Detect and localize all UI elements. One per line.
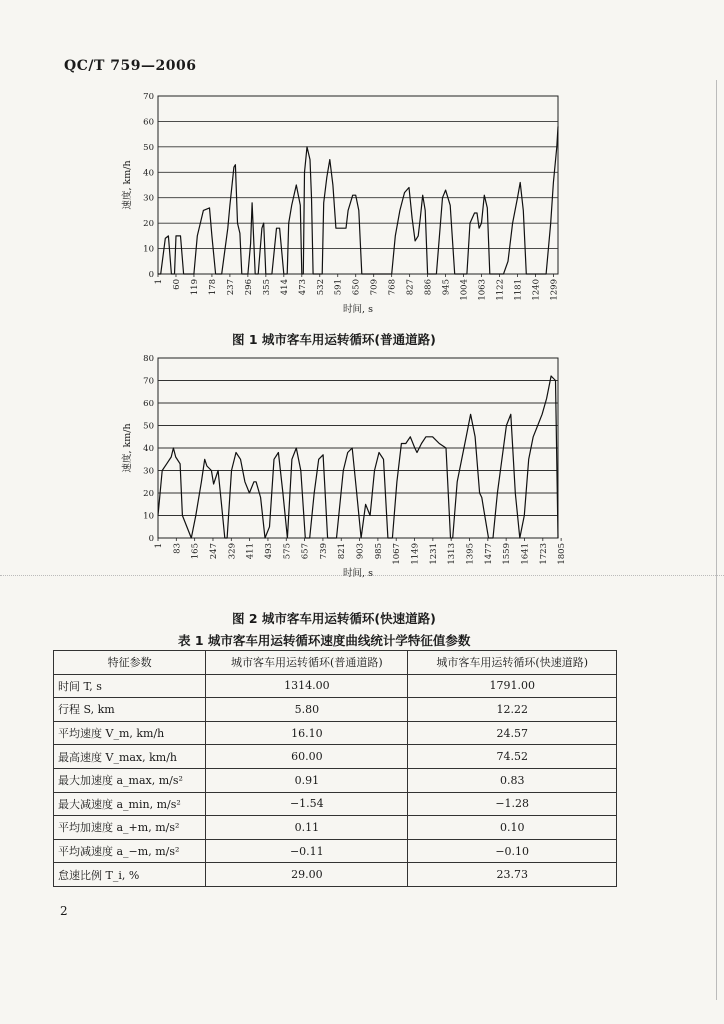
figure2-caption: 图 2 城市客车用运转循环(快速道路) bbox=[232, 611, 436, 626]
row-label: 平均速度 V_m, km/h bbox=[54, 721, 206, 745]
table1-caption: 表 1 城市客车用运转循环速度曲线统计学特征值参数 bbox=[178, 633, 471, 648]
x-axis-label: 时间, s bbox=[343, 568, 373, 579]
row-value-normal: 5.80 bbox=[206, 698, 408, 722]
x-tick-label: 827 bbox=[405, 279, 416, 296]
x-tick-label: 60 bbox=[171, 279, 182, 290]
row-value-express: −1.28 bbox=[408, 792, 617, 816]
row-value-normal: 60.00 bbox=[206, 745, 408, 769]
x-tick-label: 575 bbox=[282, 543, 293, 560]
x-tick-label: 945 bbox=[441, 279, 452, 296]
row-value-normal: −0.11 bbox=[206, 839, 408, 863]
row-value-express: 0.83 bbox=[408, 768, 617, 792]
row-label: 行程 S, km bbox=[54, 698, 206, 722]
x-tick-label: 119 bbox=[189, 279, 200, 296]
x-tick-label: 1477 bbox=[483, 543, 494, 565]
x-tick-label: 1299 bbox=[549, 279, 560, 301]
table-row bbox=[54, 839, 617, 863]
y-tick-label: 70 bbox=[143, 376, 154, 387]
row-value-normal: 29.00 bbox=[206, 863, 408, 887]
x-tick-label: 411 bbox=[245, 543, 256, 560]
x-tick-label: 493 bbox=[263, 543, 274, 560]
y-tick-label: 30 bbox=[143, 466, 154, 477]
speed-series-line bbox=[158, 376, 558, 538]
x-axis-label: 时间, s bbox=[343, 304, 373, 315]
x-tick-label: 591 bbox=[333, 279, 344, 296]
row-value-normal: 0.91 bbox=[206, 768, 408, 792]
header-normal-road: 城市客车用运转循环(普通道路) bbox=[206, 651, 408, 675]
x-tick-label: 532 bbox=[315, 279, 326, 296]
y-tick-label: 60 bbox=[143, 117, 154, 128]
x-tick-label: 650 bbox=[351, 279, 362, 296]
x-tick-label: 1641 bbox=[520, 543, 531, 565]
row-value-normal: 1314.00 bbox=[206, 674, 408, 698]
x-tick-label: 1067 bbox=[392, 543, 403, 565]
y-tick-label: 0 bbox=[148, 270, 154, 280]
y-tick-label: 80 bbox=[143, 354, 154, 364]
row-value-normal: 0.11 bbox=[206, 816, 408, 840]
header-param: 特征参数 bbox=[54, 651, 206, 675]
table-row bbox=[54, 721, 617, 745]
y-tick-label: 10 bbox=[143, 511, 154, 522]
x-tick-label: 657 bbox=[300, 543, 311, 560]
page-edge-line bbox=[716, 80, 717, 1000]
table-row bbox=[54, 745, 617, 769]
x-tick-label: 1313 bbox=[447, 543, 458, 565]
y-tick-label: 20 bbox=[143, 489, 154, 499]
x-tick-label: 709 bbox=[369, 279, 380, 296]
table-row bbox=[54, 792, 617, 816]
x-tick-label: 886 bbox=[423, 279, 434, 296]
figure1-caption: 图 1 城市客车用运转循环(普通道路) bbox=[232, 332, 436, 347]
row-label: 怠速比例 T_i, % bbox=[54, 863, 206, 887]
row-value-express: 74.52 bbox=[408, 745, 617, 769]
y-axis-label: 速度, km/h bbox=[122, 423, 133, 473]
table-row bbox=[54, 674, 617, 698]
x-tick-label: 1181 bbox=[513, 279, 524, 301]
x-tick-label: 985 bbox=[373, 543, 384, 560]
x-tick-label: 355 bbox=[261, 279, 272, 296]
x-tick-label: 247 bbox=[208, 543, 219, 560]
y-tick-label: 50 bbox=[143, 142, 154, 153]
row-label: 时间 T, s bbox=[54, 674, 206, 698]
plot-frame bbox=[158, 96, 558, 274]
row-label: 最大减速度 a_min, m/s² bbox=[54, 792, 206, 816]
table-header-row bbox=[54, 651, 617, 675]
y-tick-label: 20 bbox=[143, 219, 154, 230]
header-express-road: 城市客车用运转循环(快速道路) bbox=[408, 651, 617, 675]
row-value-normal: 16.10 bbox=[206, 721, 408, 745]
figure2-chart bbox=[100, 350, 570, 592]
table-row bbox=[54, 698, 617, 722]
x-tick-label: 1231 bbox=[428, 543, 439, 565]
x-tick-label: 237 bbox=[225, 279, 236, 296]
x-tick-label: 903 bbox=[355, 543, 366, 560]
x-tick-label: 296 bbox=[243, 279, 254, 296]
x-tick-label: 1004 bbox=[459, 279, 470, 301]
x-tick-label: 1063 bbox=[477, 279, 488, 301]
standard-code: QC/T 759—2006 bbox=[64, 58, 197, 74]
y-tick-label: 40 bbox=[143, 444, 154, 454]
figure1-chart bbox=[100, 88, 570, 318]
x-tick-label: 1395 bbox=[465, 543, 476, 565]
statistics-table bbox=[53, 650, 617, 887]
row-value-express: 0.10 bbox=[408, 816, 617, 840]
row-value-express: 24.57 bbox=[408, 721, 617, 745]
x-tick-label: 165 bbox=[190, 543, 201, 560]
page-number: 2 bbox=[60, 904, 68, 918]
y-tick-label: 40 bbox=[143, 168, 154, 179]
x-tick-label: 768 bbox=[387, 279, 398, 296]
table-row bbox=[54, 816, 617, 840]
y-tick-label: 30 bbox=[143, 193, 154, 204]
x-tick-label: 821 bbox=[337, 543, 348, 560]
row-value-express: −0.10 bbox=[408, 839, 617, 863]
x-tick-label: 83 bbox=[172, 543, 183, 554]
x-tick-label: 1 bbox=[154, 279, 164, 285]
y-tick-label: 70 bbox=[143, 92, 154, 102]
row-value-express: 12.22 bbox=[408, 698, 617, 722]
row-label: 最大加速度 a_max, m/s² bbox=[54, 768, 206, 792]
x-tick-label: 1805 bbox=[557, 543, 568, 565]
x-tick-label: 1149 bbox=[410, 543, 421, 565]
row-label: 平均加速度 a_+m, m/s² bbox=[54, 816, 206, 840]
y-tick-label: 60 bbox=[143, 399, 154, 409]
y-tick-label: 10 bbox=[143, 244, 154, 255]
x-tick-label: 1 bbox=[154, 543, 164, 549]
x-tick-label: 178 bbox=[207, 279, 218, 296]
y-tick-label: 0 bbox=[148, 534, 154, 544]
x-tick-label: 473 bbox=[297, 279, 308, 296]
x-tick-label: 1723 bbox=[538, 543, 549, 565]
table-row bbox=[54, 863, 617, 887]
row-label: 平均减速度 a_−m, m/s² bbox=[54, 839, 206, 863]
x-tick-label: 1559 bbox=[502, 543, 513, 565]
speed-series-line bbox=[158, 127, 558, 275]
row-value-express: 23.73 bbox=[408, 863, 617, 887]
row-value-express: 1791.00 bbox=[408, 674, 617, 698]
x-tick-label: 1122 bbox=[495, 279, 506, 301]
row-label: 最高速度 V_max, km/h bbox=[54, 745, 206, 769]
x-tick-label: 329 bbox=[227, 543, 238, 560]
x-tick-label: 739 bbox=[318, 543, 329, 560]
y-axis-label: 速度, km/h bbox=[122, 160, 133, 210]
y-tick-label: 50 bbox=[143, 421, 154, 432]
x-tick-label: 414 bbox=[279, 279, 290, 296]
row-value-normal: −1.54 bbox=[206, 792, 408, 816]
x-tick-label: 1240 bbox=[531, 279, 542, 301]
table-row bbox=[54, 768, 617, 792]
